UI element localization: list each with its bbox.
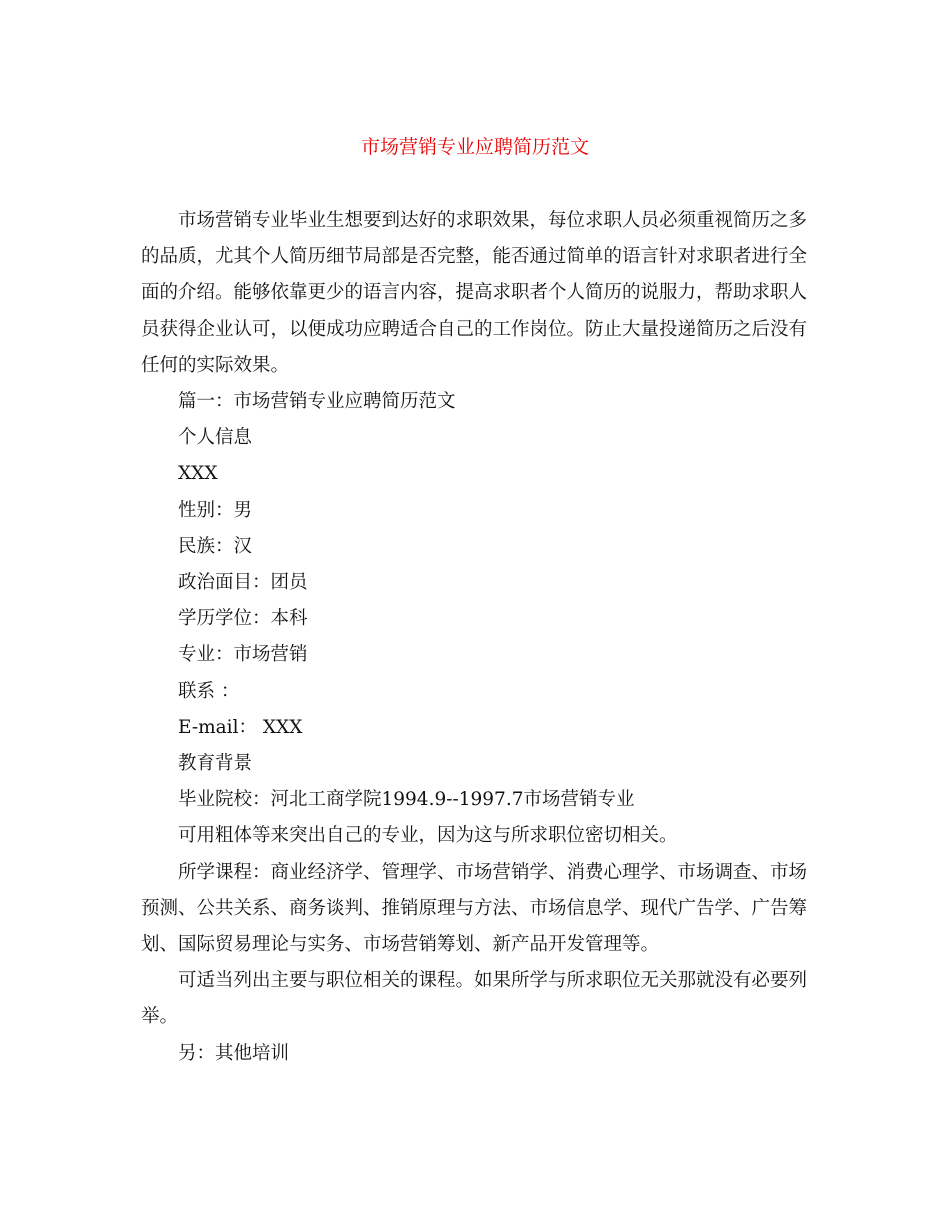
school-tip-paragraph: 可用粗体等来突出自己的专业，因为这与所求职位密切相关。 [178, 825, 678, 847]
school-line: 毕业院校：河北工商学院1994.9--1997.7市场营销专业 [178, 789, 635, 811]
contact-line: 联系 ： [178, 680, 240, 702]
other-training-line: 另：其他培训 [178, 1042, 290, 1064]
political-status-line: 政治面目：团员 [178, 572, 308, 594]
ethnicity-line: 民族：汉 [178, 535, 253, 557]
document-title: 市场营销专业应聘简历范文 [360, 136, 589, 158]
email-line: E-mail： XXX [178, 716, 303, 738]
courses-tip-paragraph: 可适当列出主要与职位相关的课程。如果所学与所求职位无关那就没有必要列举。 [141, 970, 808, 1028]
degree-line: 学历学位：本科 [178, 608, 308, 630]
name-line: XXX [178, 463, 218, 485]
section-heading-personal-info: 个人信息 [178, 427, 253, 449]
gender-line: 性别：男 [178, 499, 253, 521]
courses-paragraph: 所学课程：商业经济学、管理学、市场营销学、消费心理学、市场调查、市场预测、公共关系、商务谈判、推销原理与方法、市场信息学、现代广告学、广告筹划、国际贸易理论与实务、市场营销筹划、新产品开发管理等。 [141, 861, 808, 956]
section-heading-resume: 篇一：市场营销专业应聘简历范文 [178, 391, 456, 413]
document-body [141, 203, 813, 1072]
major-line: 专业：市场营销 [178, 644, 308, 666]
section-heading-education: 教育背景 [178, 753, 253, 775]
intro-paragraph: 市场营销专业毕业生想要到达好的求职效果，每位求职人员必须重视简历之多的品质，尤其个人简历细节局部是否完整，能否通过简单的语言针对求职者进行全面的介绍。能够依靠更少的语言内容，提高求职者个人简历的说服力，帮助求职人员获得企业认可，以便成功应聘适合自己的工作岗位。防止大量投递简历之后没有任何的实际效果。 [141, 210, 808, 376]
